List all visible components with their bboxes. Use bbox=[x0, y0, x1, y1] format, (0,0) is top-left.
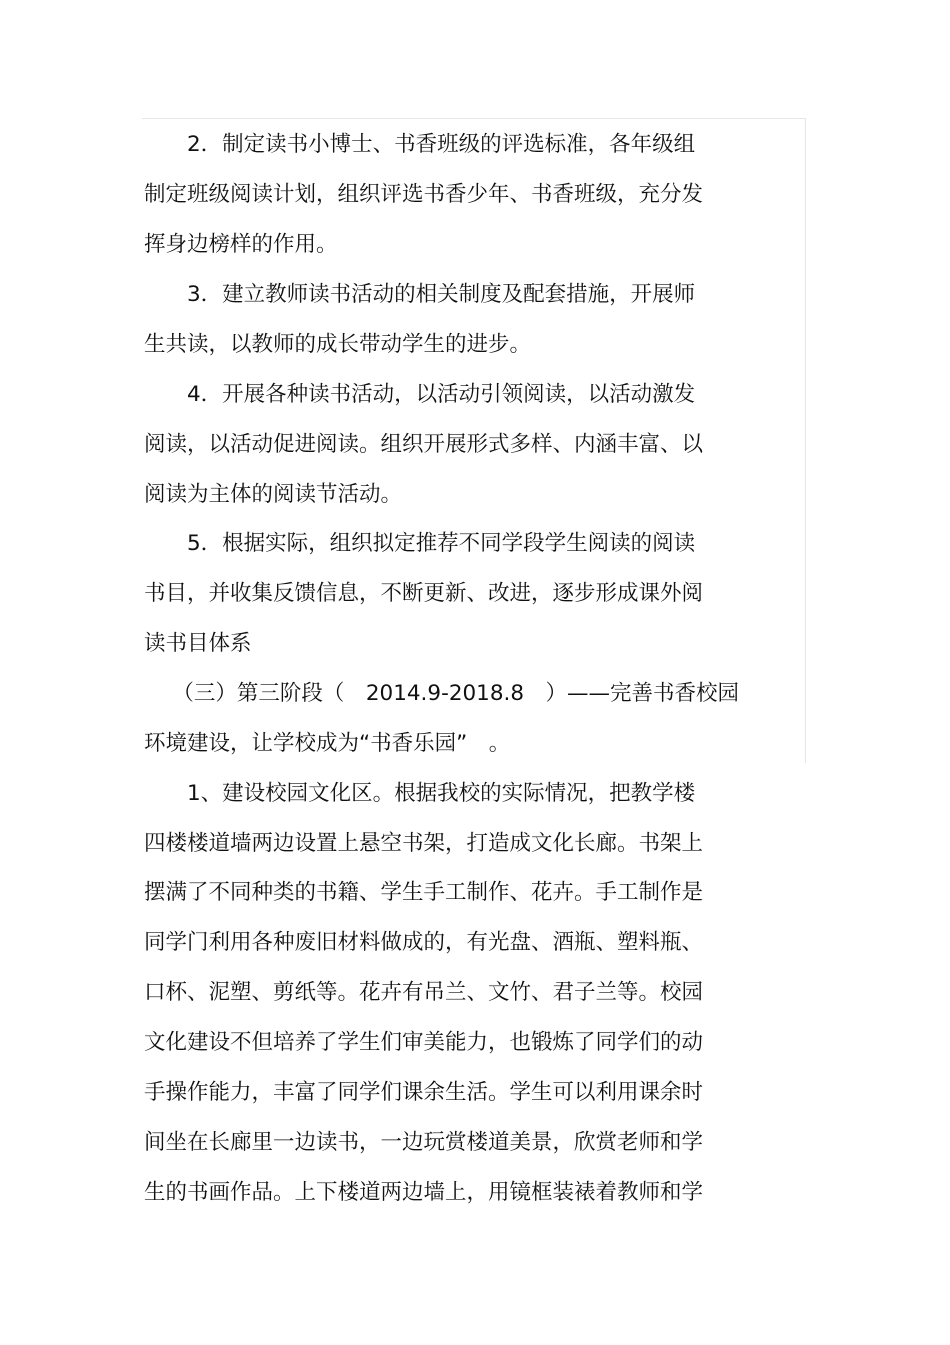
text-line: 制定班级阅读计划，组织评选书香少年、书香班级，充分发 bbox=[144, 182, 704, 207]
text-line: （三）第三阶段（ 2014.9-2018.8 ）——完善书香校园 bbox=[144, 681, 740, 706]
text-line: 阅读，以活动促进阅读。组织开展形式多样、内涵丰富、以 bbox=[144, 432, 704, 457]
text-line: 挥身边榜样的作用。 bbox=[144, 232, 338, 257]
text-line: 文化建设不但培养了学生们审美能力，也锻炼了同学们的动 bbox=[144, 1030, 704, 1055]
text-line: 手操作能力，丰富了同学们课余生活。学生可以利用课余时 bbox=[144, 1080, 704, 1105]
text-line: 4．开展各种读书活动，以活动引领阅读，以活动激发 bbox=[144, 382, 696, 407]
text-line: 四楼楼道墙两边设置上悬空书架，打造成文化长廊。书架上 bbox=[144, 831, 704, 856]
text-line: 书目，并收集反馈信息，不断更新、改进，逐步形成课外阅 bbox=[144, 581, 704, 606]
text-line: 同学门利用各种废旧材料做成的，有光盘、酒瓶、塑料瓶、 bbox=[144, 930, 704, 955]
text-line: 读书目体系 bbox=[144, 631, 252, 656]
text-line: 摆满了不同种类的书籍、学生手工制作、花卉。手工制作是 bbox=[144, 880, 704, 905]
text-line: 生共读，以教师的成长带动学生的进步。 bbox=[144, 332, 532, 357]
text-line: 环境建设，让学校成为“书香乐园” 。 bbox=[144, 731, 511, 756]
text-line: 口杯、泥塑、剪纸等。花卉有吊兰、文竹、君子兰等。校园 bbox=[144, 980, 704, 1005]
text-line: 2．制定读书小博士、书香班级的评选标准，各年级组 bbox=[144, 132, 696, 157]
text-line: 3．建立教师读书活动的相关制度及配套措施，开展师 bbox=[144, 282, 696, 307]
text-line: 5．根据实际，组织拟定推荐不同学段学生阅读的阅读 bbox=[144, 531, 696, 556]
text-line: 1、建设校园文化区。根据我校的实际情况，把教学楼 bbox=[144, 781, 696, 806]
text-line: 间坐在长廊里一边读书，一边玩赏楼道美景，欣赏老师和学 bbox=[144, 1130, 704, 1155]
text-line: 阅读为主体的阅读节活动。 bbox=[144, 482, 403, 507]
text-line: 生的书画作品。上下楼道两边墙上，用镜框装裱着教师和学 bbox=[144, 1180, 704, 1205]
